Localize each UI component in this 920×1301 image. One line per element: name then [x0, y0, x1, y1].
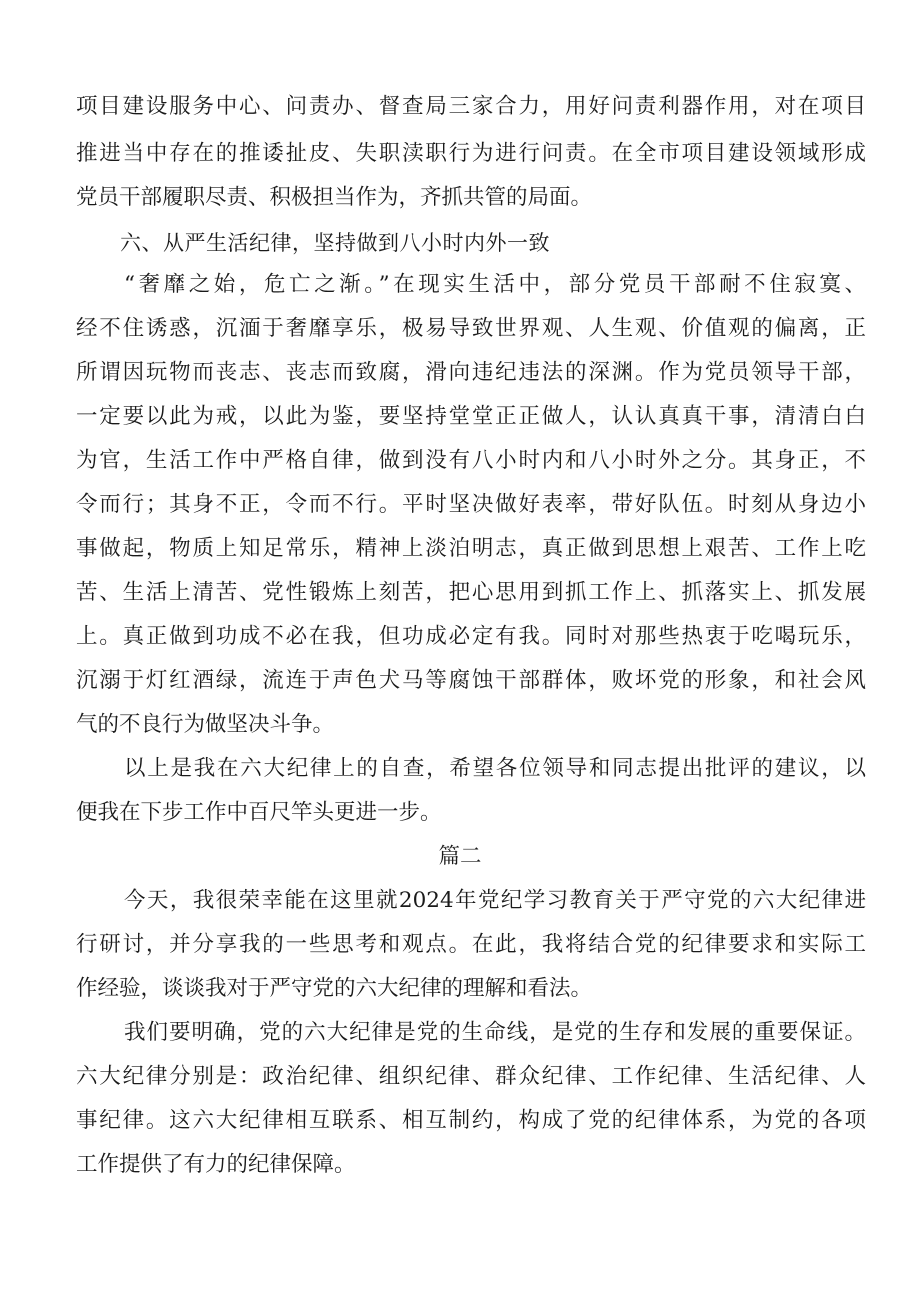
paragraph-line: 一定要以此为戒，以此为鉴，要坚持堂堂正正做人，认认真真干事，清清白白: [76, 404, 866, 429]
paragraph-line: 事纪律。这六大纪律相互联系、相互制约，构成了党的纪律体系，为党的各项: [76, 1108, 866, 1133]
paragraph-line: 项目建设服务中心、问责办、督查局三家合力，用好问责利器作用，对在项目: [76, 94, 866, 119]
paragraph-line: 为官，生活工作中严格自律，做到没有八小时内和八小时外之分。其身正，不: [76, 448, 866, 473]
paragraph-line: 事做起，物质上知足常乐，精神上淡泊明志，真正做到思想上艰苦、工作上吃: [76, 536, 866, 561]
paragraph-line: 苦、生活上清苦、党性锻炼上刻苦，把心思用到抓工作上、抓落实上、抓发展: [76, 580, 866, 605]
paragraph-line: 经不住诱惑，沉湎于奢靡享乐，极易导致世界观、人生观、价值观的偏离，正: [76, 316, 866, 341]
section-heading: 六、从严生活纪律，坚持做到八小时内外一致: [120, 231, 550, 255]
paragraph-line: 令而行；其身不正，令而不行。平时坚决做好表率，带好队伍。时刻从身边小: [76, 492, 866, 517]
paragraph-line: 党员干部履职尽责、积极担当作为，齐抓共管的局面。: [76, 185, 593, 210]
paragraph-line: 以上是我在六大纪律上的自查，希望各位领导和同志提出批评的建议，以: [124, 756, 866, 781]
paragraph-line: 我们要明确，党的六大纪律是党的生命线，是党的生存和发展的重要保证。: [124, 1020, 866, 1045]
paragraph-line: 上。真正做到功成不必在我，但功成必定有我。同时对那些热衷于吃喝玩乐，: [76, 624, 866, 649]
paragraph-line: “奢靡之始，危亡之渐。”在现实生活中，部分党员干部耐不住寂寞、: [124, 272, 866, 297]
paragraph-line: 今天，我很荣幸能在这里就2024年党纪学习教育关于严守党的六大纪律进: [124, 888, 866, 913]
paragraph-line: 沉溺于灯红酒绿，流连于声色犬马等腐蚀干部群体，败坏党的形象，和社会风: [76, 668, 866, 693]
paragraph-line: 行研讨，并分享我的一些思考和观点。在此，我将结合党的纪律要求和实际工: [76, 932, 866, 957]
paragraph-line: 推进当中存在的推诿扯皮、失职渎职行为进行问责。在全市项目建设领域形成: [76, 141, 866, 166]
paragraph-line: 所谓因玩物而丧志、丧志而致腐，滑向违纪违法的深渊。作为党员领导干部，: [76, 360, 866, 385]
paragraph-line: 六大纪律分别是：政治纪律、组织纪律、群众纪律、工作纪律、生活纪律、人: [76, 1064, 866, 1089]
section-title: 篇二: [438, 844, 482, 869]
paragraph-line: 气的不良行为做坚决斗争。: [76, 712, 335, 737]
paragraph-line: 作经验，谈谈我对于严守党的六大纪律的理解和看法。: [76, 976, 593, 1001]
paragraph-line: 工作提供了有力的纪律保障。: [76, 1152, 356, 1177]
paragraph-line: 便我在下步工作中百尺竿头更进一步。: [76, 800, 442, 825]
